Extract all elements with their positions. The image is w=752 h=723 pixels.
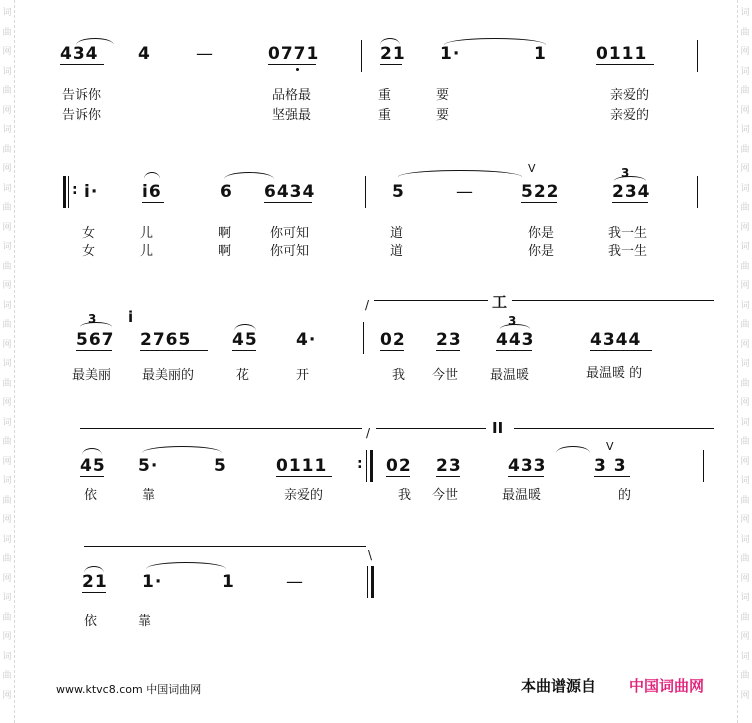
barline (697, 40, 698, 72)
volta-tick: \ (368, 548, 373, 562)
note-group: 2765 (140, 330, 192, 350)
section-mark: II (492, 419, 504, 437)
underline (276, 476, 332, 477)
note-group: 02 (380, 330, 406, 350)
breath-mark: V (606, 440, 614, 453)
lyric: 要 (436, 88, 450, 103)
underline (140, 350, 208, 351)
lyric: 道 (390, 226, 404, 241)
slur (224, 172, 274, 179)
lyric: 啊 (218, 226, 232, 241)
note-dotted: 5· (138, 456, 159, 476)
repeat-bar-thin (68, 176, 69, 208)
underline (60, 64, 104, 65)
lyric: 啊 (218, 244, 232, 259)
underline (76, 350, 112, 351)
note-group: 4344 (590, 330, 642, 350)
note-group: 21 (380, 44, 406, 64)
note-group: 434 (60, 44, 99, 64)
note: 1 (534, 44, 547, 64)
section-mark: 工 (492, 293, 508, 311)
lyric: 今世 (432, 368, 459, 383)
slur (82, 448, 102, 455)
lyric: 坚强最 (272, 108, 312, 123)
lyric: 告诉你 (62, 88, 102, 103)
underline (82, 592, 106, 593)
underline (80, 476, 104, 477)
lyric: 亲爱的 (610, 108, 650, 123)
note-group: 6434 (264, 182, 316, 202)
underline (594, 476, 630, 477)
triplet-bracket (80, 322, 112, 327)
lyric: 开 (296, 368, 310, 383)
barline (703, 450, 704, 482)
lyric: 我一生 (608, 226, 648, 241)
note-group: 0111 (596, 44, 648, 64)
note-dotted: 1· (440, 44, 461, 64)
lyric: 亲爱的 (284, 488, 324, 503)
lyric: 你是 (528, 244, 555, 259)
underline (596, 64, 654, 65)
lyric: 我 (398, 488, 412, 503)
volta-line (374, 300, 488, 301)
volta-line (84, 546, 366, 547)
slur (380, 38, 400, 45)
repeat-dots: : (357, 456, 363, 472)
note-group: 567 (76, 330, 115, 350)
underline (386, 476, 410, 477)
repeat-bar (370, 450, 373, 482)
lyric: 靠 (138, 614, 152, 629)
lyric: 重 (378, 88, 392, 103)
underline (508, 476, 544, 477)
slur (398, 170, 522, 177)
left-watermark-text: 词曲网词曲网词曲网词曲网词曲网词曲网词曲网词曲网词曲网词曲网词曲网词曲网 (2, 8, 12, 701)
repeat-bar-thin (366, 450, 367, 482)
lyric: 儿 (140, 244, 154, 259)
triplet-mark: 3 (508, 314, 517, 328)
barline (365, 176, 366, 208)
dash: — (456, 182, 474, 202)
note-group: i6 (142, 182, 162, 202)
note-high-dotted: i· (84, 182, 99, 202)
lyric: 亲爱的 (610, 88, 650, 103)
lyric: 我一生 (608, 244, 648, 259)
note: 5 (214, 456, 227, 476)
underline (521, 202, 557, 203)
underline (590, 350, 652, 351)
dash: — (286, 572, 304, 592)
volta-line (376, 428, 486, 429)
note-dotted: 4· (296, 330, 317, 350)
right-watermark-text: 词曲网词曲网词曲网词曲网词曲网词曲网词曲网词曲网词曲网词曲网词曲网词曲网 (740, 8, 750, 701)
note: 5 (392, 182, 405, 202)
underline (380, 350, 404, 351)
volta-tick: / (365, 298, 370, 312)
grace-note: i (128, 308, 135, 326)
lyric: 儿 (140, 226, 154, 241)
lyric: 品格最 (272, 88, 312, 103)
note-group: 23 (436, 456, 462, 476)
footer-source-label: 本曲谱源自 (521, 677, 597, 695)
lyric: 最美丽 (72, 368, 112, 383)
note: 1 (222, 572, 235, 592)
underline (612, 202, 648, 203)
underline (380, 64, 402, 65)
volta-tick: / (366, 426, 371, 440)
note: 4 (138, 44, 151, 64)
breath-mark: V (528, 162, 536, 175)
underline (496, 350, 532, 351)
note-group: 02 (386, 456, 412, 476)
note-group: 3 3 (594, 456, 627, 476)
lyric: 依 (84, 488, 98, 503)
triplet-mark: 3 (621, 166, 630, 180)
slur (144, 172, 160, 179)
lyric: 你可知 (270, 226, 310, 241)
underline (264, 202, 312, 203)
lyric: 你可知 (270, 244, 310, 259)
note: 6 (220, 182, 233, 202)
underline (232, 350, 256, 351)
lyric: 女 (82, 244, 96, 259)
lyric: 靠 (142, 488, 156, 503)
footer-url[interactable]: www.ktvc8.com 中国词曲网 (56, 683, 202, 696)
slur (556, 446, 590, 453)
barline (361, 40, 362, 72)
lyric: 最温暖 (490, 368, 530, 383)
lyric: 最温暖 (502, 488, 542, 503)
lyric: 女 (82, 226, 96, 241)
note-group: 45 (232, 330, 258, 350)
volta-line (80, 428, 362, 429)
volta-line (514, 428, 714, 429)
note-group: 433 (508, 456, 547, 476)
note-group: 443 (496, 330, 535, 350)
slur (146, 562, 226, 569)
triplet-bracket (614, 176, 646, 181)
lyric: 花 (236, 368, 250, 383)
underline (142, 202, 164, 203)
lyric: 要 (436, 108, 450, 123)
volta-line (512, 300, 714, 301)
lyric: 今世 (432, 488, 459, 503)
lyric: 最美丽的 (142, 368, 195, 383)
triplet-mark: 3 (88, 312, 97, 326)
barline (363, 322, 364, 354)
lyric: 依 (84, 614, 98, 629)
left-watermark (0, 0, 15, 723)
repeat-dots: : (72, 182, 78, 198)
low-dot (296, 68, 299, 71)
final-bar-thin (367, 566, 368, 598)
note-group: 0771 (268, 44, 320, 64)
slur (142, 446, 222, 453)
lyric: 重 (378, 108, 392, 123)
underline (268, 64, 316, 65)
note-group: 45 (80, 456, 106, 476)
lyric: 最温暖 的 (586, 366, 643, 381)
barline (697, 176, 698, 208)
final-bar (371, 566, 374, 598)
underline (436, 476, 460, 477)
lyric: 道 (390, 244, 404, 259)
lyric: 你是 (528, 226, 555, 241)
repeat-bar (63, 176, 66, 208)
dash: — (196, 44, 214, 64)
lyric: 的 (618, 488, 632, 503)
note-group: 522 (521, 182, 560, 202)
note-group: 21 (82, 572, 108, 592)
lyric: 我 (392, 368, 406, 383)
note-dotted: 1· (142, 572, 163, 592)
note-group: 23 (436, 330, 462, 350)
footer-brand-link[interactable]: 中国词曲网 (629, 677, 705, 695)
triplet-bracket (500, 324, 530, 329)
note-group: 234 (612, 182, 651, 202)
lyric: 告诉你 (62, 108, 102, 123)
note-group: 0111 (276, 456, 328, 476)
right-watermark (737, 0, 752, 723)
underline (436, 350, 460, 351)
